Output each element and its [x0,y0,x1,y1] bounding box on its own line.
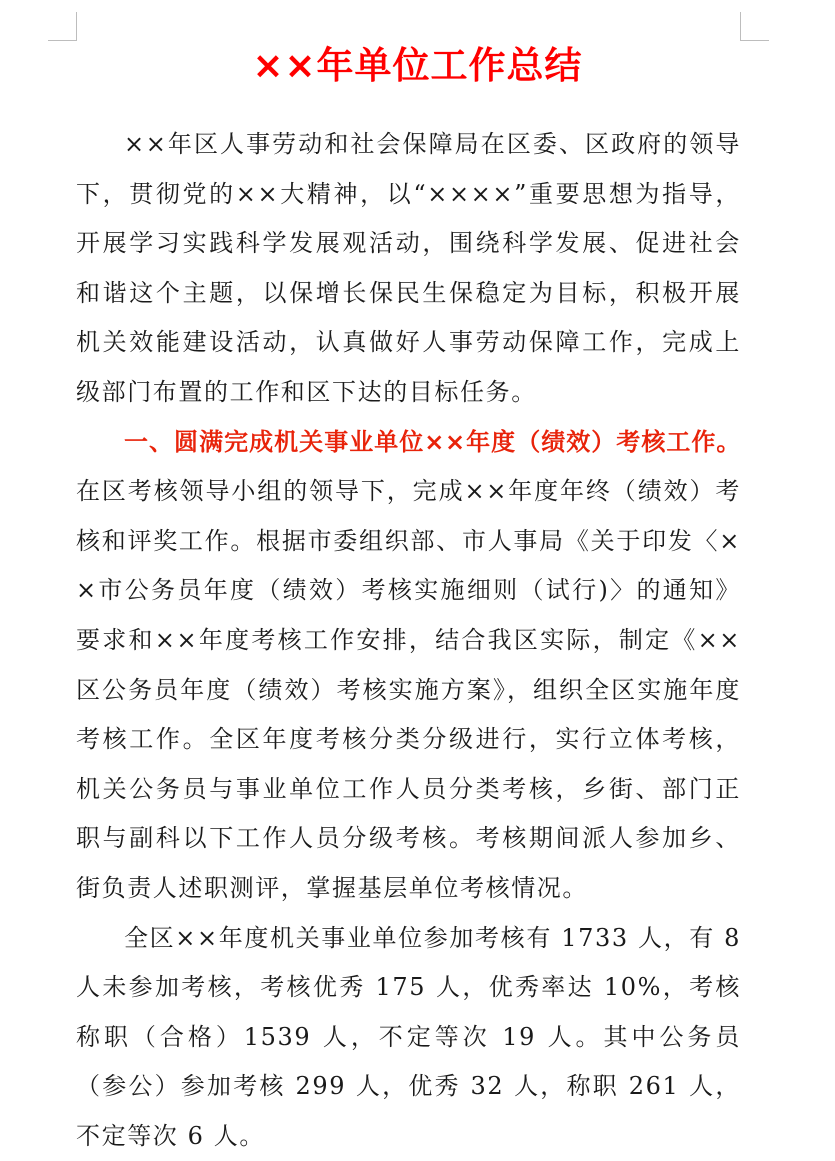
document-body [76,120,741,1161]
section-heading: 一、圆满完成机关事业单位××年度（绩效）考核工作。 [124,428,741,456]
page-corner-mark-right [740,12,769,41]
section-1-text: 在区考核领导小组的领导下，完成××年度年终（绩效）考核和评奖工作。根据市委组织部、市人事局《关于印发〈××市公务员年度（绩效）考核实施细则（试行)〉的通知》要求和××年度考核工作安排，结合我区实际，制定《××区公务员年度（绩效）考核实施方案》，组织全区实施年度考核工作。全区年度考核分类分级进行，实行立体考核，机关公务员与事业单位工作人员分类考核，乡街、部门正职与副科以下工作人员分级考核。考核期间派人参加乡、街负责人述职测评，掌握基层单位考核情况。 [76,477,741,902]
page-corner-mark-left [48,12,77,41]
paragraph-statistics: 全区××年度机关事业单位参加考核有 1733 人，有 8 人未参加考核，考核优秀 175 人，优秀率达 10%，考核称职（合格）1539 人，不定等次 19 人。其中公务员（参公）参加考核 299 人，优秀 32 人，称职 261 人，不定等次 6 人。 [76,914,741,1161]
paragraph-section-1 [76,418,741,914]
document-title: ××年单位工作总结 [0,40,835,92]
paragraph-intro: ××年区人事劳动和社会保障局在区委、区政府的领导下，贯彻党的××大精神，以“××××”重要思想为指导，开展学习实践科学发展观活动，围绕科学发展、促进社会和谐这个主题，以保增长保民生保稳定为目标，积极开展机关效能建设活动，认真做好人事劳动保障工作，完成上级部门布置的工作和区下达的目标任务。 [76,120,741,418]
